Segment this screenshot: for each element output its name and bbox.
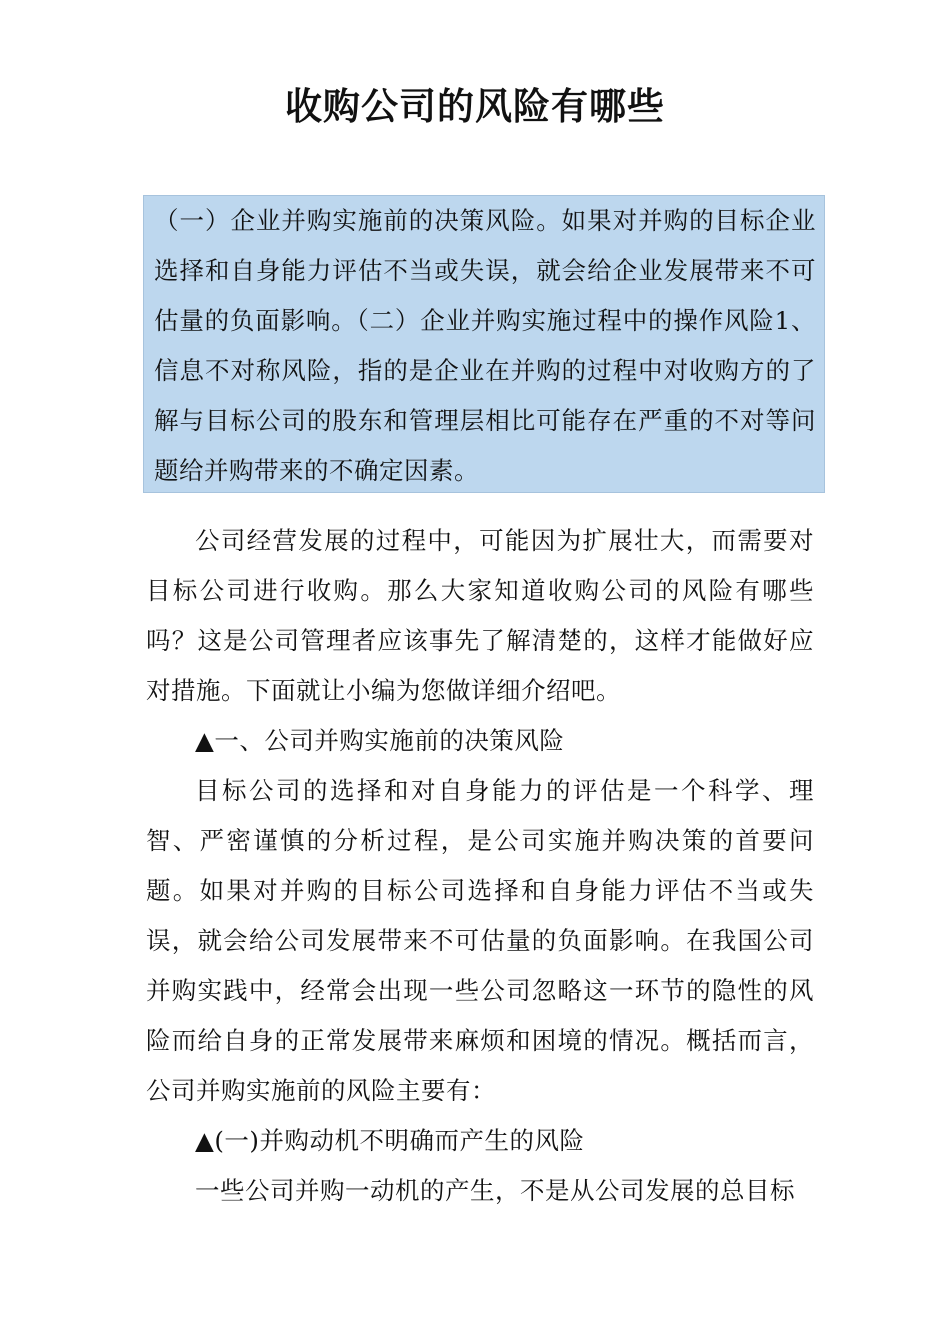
document-title: 收购公司的风险有哪些 <box>285 84 665 128</box>
subsection-heading-motive-risk: ▲(一)并购动机不明确而产生的风险 <box>195 1126 585 1155</box>
summary-box <box>143 195 825 493</box>
decision-risk-paragraph: 目标公司的选择和对自身能力的评估是一个科学、理智、严密谨慎的分析过程，是公司实施并购决策的首要问题。如果对并购的目标公司选择和自身能力评估不当或失误，就会给公司发展带来不可估量的负面影响。在我国公司并购实践中，经常会出现一些公司忽略这一环节的隐性的风险而给自身的正常发展带来麻烦和困境的情况。概括而言，公司并购实施前的风险主要有： <box>146 776 814 1105</box>
summary-text: （一）企业并购实施前的决策风险。如果对并购的目标企业选择和自身能力评估不当或失误，就会给企业发展带来不可估量的负面影响。（二）企业并购实施过程中的操作风险1、信息不对称风险，指的是企业在并购的过程中对收购方的了解与目标公司的股东和管理层相比可能存在严重的不对等问题给并购带来的不确定因素。 <box>154 206 816 485</box>
intro-paragraph: 公司经营发展的过程中，可能因为扩展壮大，而需要对目标公司进行收购。那么大家知道收购公司的风险有哪些吗？这是公司管理者应该事先了解清楚的，这样才能做好应对措施。下面就让小编为您做详细介绍吧。 <box>146 526 814 705</box>
section-heading-decision-risk: ▲一、公司并购实施前的决策风险 <box>195 726 565 755</box>
motive-risk-paragraph: 一些公司并购一动机的产生，不是从公司发展的总目标 <box>195 1176 795 1205</box>
document-body <box>146 516 814 1216</box>
